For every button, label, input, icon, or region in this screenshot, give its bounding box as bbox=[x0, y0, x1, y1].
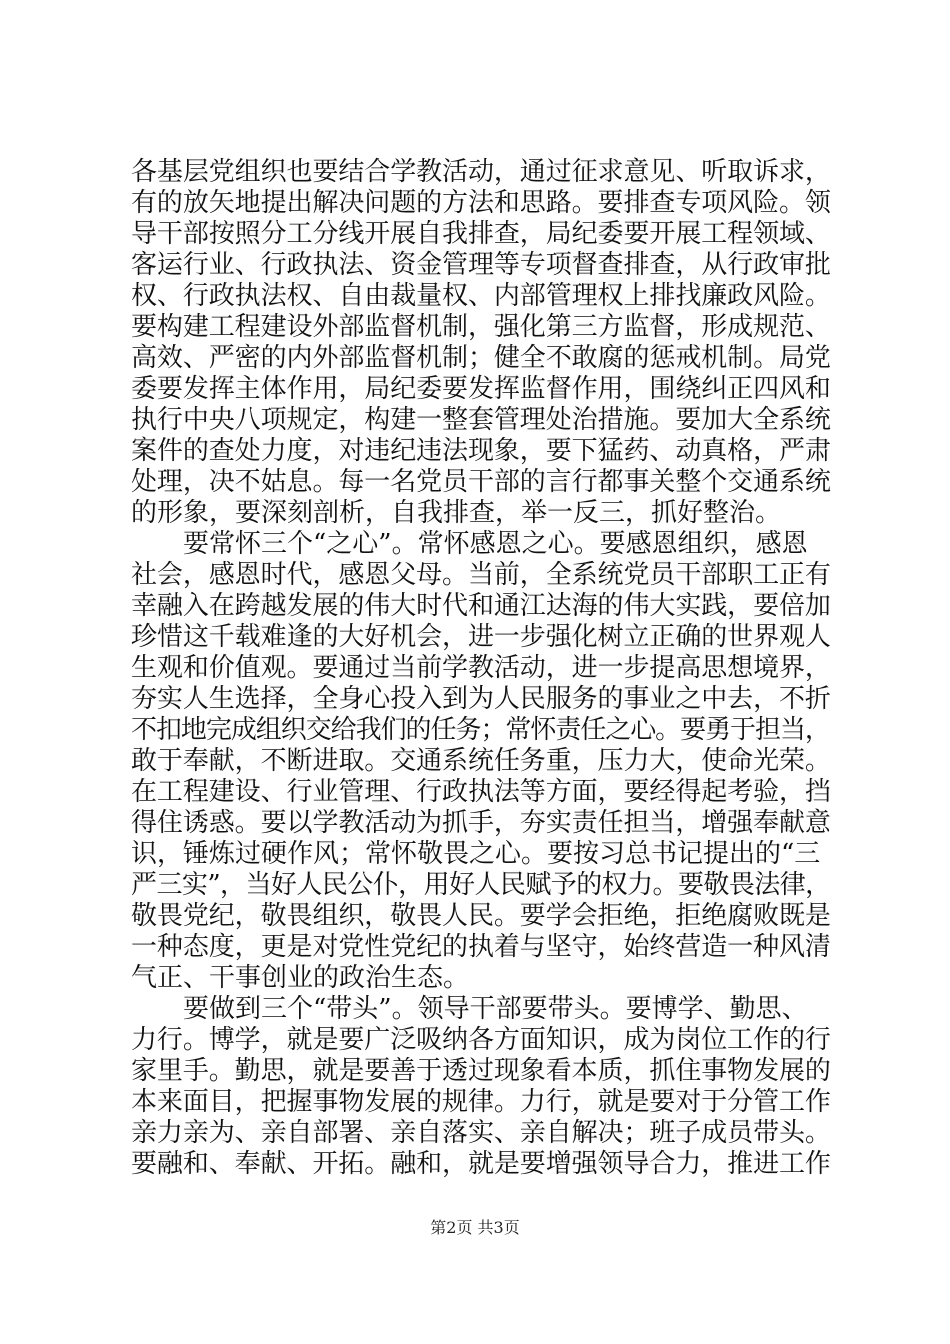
text-line: 要做到三个“带头”。领导干部要带头。要博学、勤思、 bbox=[183, 994, 808, 1024]
paragraph bbox=[131, 994, 831, 1180]
text-line: 幸融入在跨越发展的伟大时代和通江达海的伟大实践，要倍加 bbox=[131, 591, 831, 621]
text-line: 执行中央八项规定，构建一整套管理处治措施。要加大全系统 bbox=[131, 405, 831, 435]
text-line: 有的放矢地提出解决问题的方法和思路。要排查专项风险。领 bbox=[131, 188, 831, 218]
text-line: 导干部按照分工分线开展自我排查，局纪委要开展工程领域、 bbox=[131, 219, 831, 249]
text-line: 在工程建设、行业管理、行政执法等方面，要经得起考验，挡 bbox=[131, 777, 831, 807]
text-line: 处理，决不姑息。每一名党员干部的言行都事关整个交通系统 bbox=[131, 467, 831, 497]
text-line: 家里手。勤思，就是要善于透过现象看本质，抓住事物发展的 bbox=[131, 1056, 831, 1086]
text-line: 不扣地完成组织交给我们的任务；常怀责任之心。要勇于担当， bbox=[131, 715, 830, 745]
text-line: 要构建工程建设外部监督机制，强化第三方监督，形成规范、 bbox=[131, 312, 831, 342]
text-line: 亲力亲为、亲自部署、亲自落实、亲自解决；班子成员带头。 bbox=[131, 1118, 831, 1148]
text-line: 气正、干事创业的政治生态。 bbox=[131, 963, 470, 993]
paragraph bbox=[131, 529, 831, 994]
text-line: 生观和价值观。要通过当前学教活动，进一步提高思想境界， bbox=[131, 653, 831, 683]
text-line: 社会，感恩时代，感恩父母。当前，全系统党员干部职工正有 bbox=[131, 560, 831, 590]
text-line: 夯实人生选择，全身心投入到为人民服务的事业之中去，不折 bbox=[131, 684, 831, 714]
text-line: 本来面目，把握事物发展的规律。力行，就是要对于分管工作 bbox=[131, 1087, 831, 1117]
text-line: 识，锤炼过硬作风；常怀敬畏之心。要按习总书记提出的“三 bbox=[131, 839, 821, 869]
text-line: 严三实”，当好人民公仆，用好人民赋予的权力。要敬畏法律， bbox=[131, 870, 831, 900]
text-line: 珍惜这千载难逢的大好机会，进一步强化树立正确的世界观人 bbox=[131, 622, 831, 652]
paragraph bbox=[131, 157, 831, 529]
text-line: 委要发挥主体作用，局纪委要发挥监督作用，围绕纠正四风和 bbox=[131, 374, 831, 404]
text-line: 要常怀三个“之心”。常怀感恩之心。要感恩组织，感恩 bbox=[183, 529, 808, 559]
text-line: 一种态度，更是对党性党纪的执着与坚守，始终营造一种风清 bbox=[131, 932, 831, 962]
text-line: 敢于奉献，不断进取。交通系统任务重，压力大，使命光荣。 bbox=[131, 746, 831, 776]
text-line: 的形象，要深刻剖析，自我排查，举一反三，抓好整治。 bbox=[131, 498, 782, 528]
text-line: 各基层党组织也要结合学教活动，通过征求意见、听取诉求， bbox=[131, 157, 831, 187]
text-line: 力行。博学，就是要广泛吸纳各方面知识，成为岗位工作的行 bbox=[131, 1025, 831, 1055]
text-line: 案件的查处力度，对违纪违法现象，要下猛药、动真格，严肃 bbox=[131, 436, 831, 466]
text-line: 高效、严密的内外部监督机制；健全不敢腐的惩戒机制。局党 bbox=[131, 343, 831, 373]
text-line: 权、行政执法权、自由裁量权、内部管理权上排找廉政风险。 bbox=[131, 281, 831, 311]
document-body bbox=[131, 157, 831, 1180]
text-line: 要融和、奉献、开拓。融和，就是要增强领导合力，推进工作 bbox=[131, 1149, 831, 1179]
text-line: 得住诱惑。要以学教活动为抓手，夯实责任担当，增强奉献意 bbox=[131, 808, 831, 838]
text-line: 客运行业、行政执法、资金管理等专项督查排查，从行政审批 bbox=[131, 250, 831, 280]
page-footer: 第2页 共3页 bbox=[430, 1218, 520, 1237]
text-line: 敬畏党纪，敬畏组织，敬畏人民。要学会拒绝，拒绝腐败既是 bbox=[131, 901, 831, 931]
